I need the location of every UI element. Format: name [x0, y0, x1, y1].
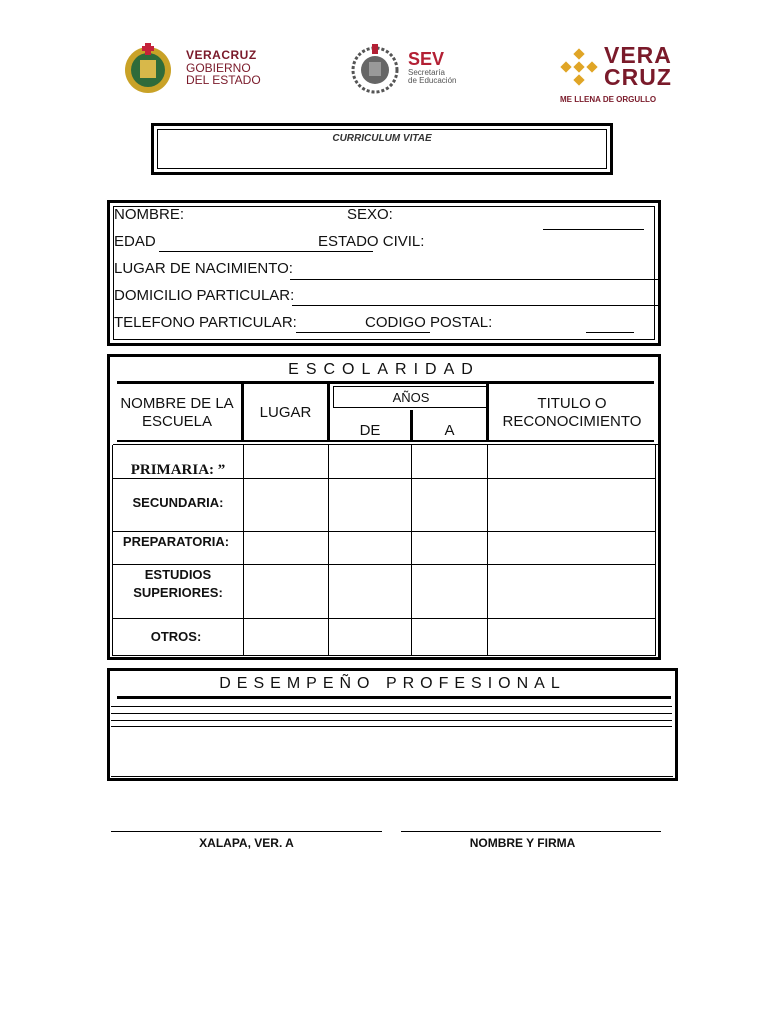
logo-left-line2: GOBIERNO — [186, 60, 251, 75]
header-a: A — [444, 422, 455, 439]
header-titulo-line2: RECONOCIMIENTO — [502, 413, 642, 430]
header-escuela-line2: ESCUELA — [141, 413, 213, 430]
logo-right-slogan: ME LLENA DE ORGULLO — [560, 95, 657, 104]
header-titulo-line1: TITULO O — [537, 395, 607, 412]
header-lugar: LUGAR — [259, 404, 312, 421]
domicilio-field[interactable] — [292, 305, 661, 306]
logo-center-line3: de Educación — [408, 76, 457, 86]
veracruz-government-logo — [120, 40, 261, 96]
row-estudios-superiores — [113, 566, 243, 602]
sexo-field[interactable] — [543, 229, 644, 230]
desempeno-field[interactable] — [111, 727, 672, 776]
row-otros: OTROS: — [150, 629, 202, 644]
edad-field[interactable] — [159, 251, 373, 252]
lugar-fecha-line[interactable] — [111, 831, 382, 832]
row-secundaria: SECUNDARIA: — [132, 495, 224, 510]
firma-label: NOMBRE Y FIRMA — [469, 836, 576, 850]
title-box — [151, 123, 613, 175]
domicilio-label: DOMICILIO PARTICULAR: — [114, 287, 295, 304]
nombre-label: NOMBRE: — [114, 206, 185, 223]
row-superiores-line2: SUPERIORES: — [133, 585, 223, 600]
codigo-postal-label: CODIGO POSTAL: — [365, 314, 493, 331]
row-primaria: PRIMARIA: ” — [130, 462, 226, 478]
sexo-label: SEXO: — [347, 206, 393, 223]
codigo-postal-field[interactable] — [586, 332, 634, 333]
header-anos: AÑOS — [392, 390, 430, 405]
lugar-nacimiento-field[interactable] — [290, 279, 661, 280]
logo-left-line3: DEL ESTADO — [186, 73, 261, 88]
telefono-label: TELEFONO PARTICULAR: — [114, 314, 297, 331]
estado-civil-label: ESTADO CIVIL: — [318, 233, 425, 250]
lugar-nacimiento-label: LUGAR DE NACIMIENTO: — [114, 260, 293, 277]
edad-label: EDAD — [114, 233, 156, 250]
pattern-flower-icon — [560, 48, 598, 86]
escolaridad-title: ESCOLARIDAD — [288, 361, 480, 378]
row-preparatoria: PREPARATORIA: — [122, 534, 230, 549]
desempeno-title: DESEMPEÑO PROFESIONAL — [219, 675, 566, 692]
header-de: DE — [359, 422, 381, 439]
header-titulo — [489, 395, 655, 431]
logo-center-line2: Secretaría — [408, 68, 445, 78]
logo-right-line2: CRUZ — [604, 63, 672, 90]
lugar-fecha-label: XALAPA, VER. A — [199, 836, 294, 850]
logo-right-line1: VERA — [604, 42, 672, 68]
header-escuela — [113, 395, 241, 431]
firma-line[interactable] — [401, 831, 661, 832]
coat-of-arms-icon — [120, 40, 176, 96]
sev-seal-icon — [350, 42, 400, 94]
document-title: CURRICULUM VITAE — [332, 133, 432, 144]
telefono-field[interactable] — [296, 332, 430, 333]
header-escuela-line1: NOMBRE DE LA — [120, 395, 234, 412]
row-superiores-line1: ESTUDIOS — [144, 567, 212, 582]
logo-center-line1: SEV — [408, 49, 445, 70]
sev-logo — [350, 42, 456, 94]
veracruz-pride-logo — [560, 42, 672, 90]
logo-left-line1: VERACRUZ — [186, 48, 257, 63]
